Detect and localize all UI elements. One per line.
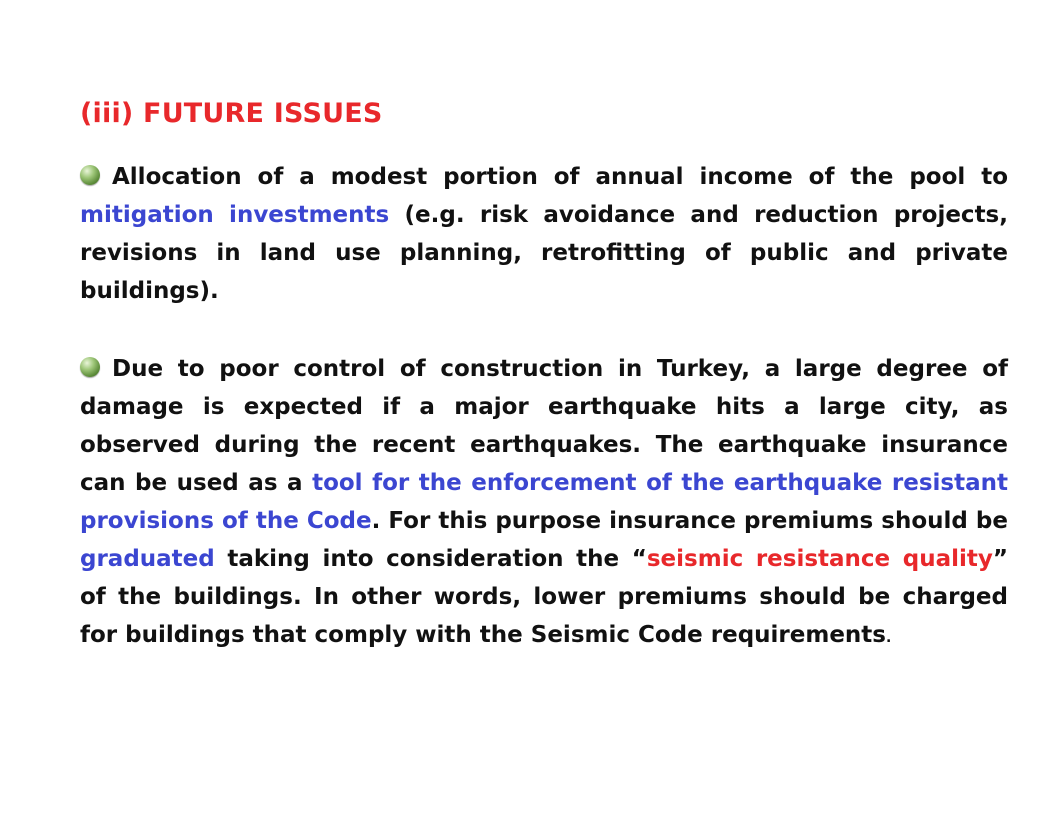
green-orb-bullet-icon <box>80 165 100 185</box>
paragraph-2-final-period: . <box>885 630 892 646</box>
enforcement-tool-highlight: tool for the enforcement of the earthquake resistant provisions of the Code <box>80 470 1008 534</box>
slide-title: (iii) FUTURE ISSUES <box>80 98 383 129</box>
mitigation-investments-highlight: mitigation investments <box>80 202 390 228</box>
paragraph-2-text-d: ” of the buildings. In other words, lower premiums should be charged for buildings that comply with the Seismic Code requirements <box>80 546 1008 648</box>
paragraph-2-text-b: . For this purpose insurance premiums should be <box>371 508 1008 534</box>
bullet-paragraph-2 <box>80 350 1008 657</box>
paragraph-1-text-a: Allocation of a modest portion of annual income of the pool to <box>112 164 1008 190</box>
graduated-highlight: graduated <box>80 546 215 572</box>
paragraph-1-text-b: (e.g. risk avoidance and reduction projects, revisions in land use planning, retrofitting of public and private buildings). <box>80 202 1008 304</box>
bullet-paragraph-1 <box>80 158 1008 310</box>
paragraph-2-text-c: taking into consideration the “ <box>214 546 647 572</box>
paragraph-2-text-a: Due to poor control of construction in Turkey, a large degree of damage is expected if a major earthquake hits a large city, as observed during the recent earthquakes. The earthquake insurance can be used as a <box>80 356 1008 496</box>
seismic-resistance-quality-highlight: seismic resistance quality <box>646 546 993 572</box>
green-orb-bullet-icon <box>80 357 100 377</box>
